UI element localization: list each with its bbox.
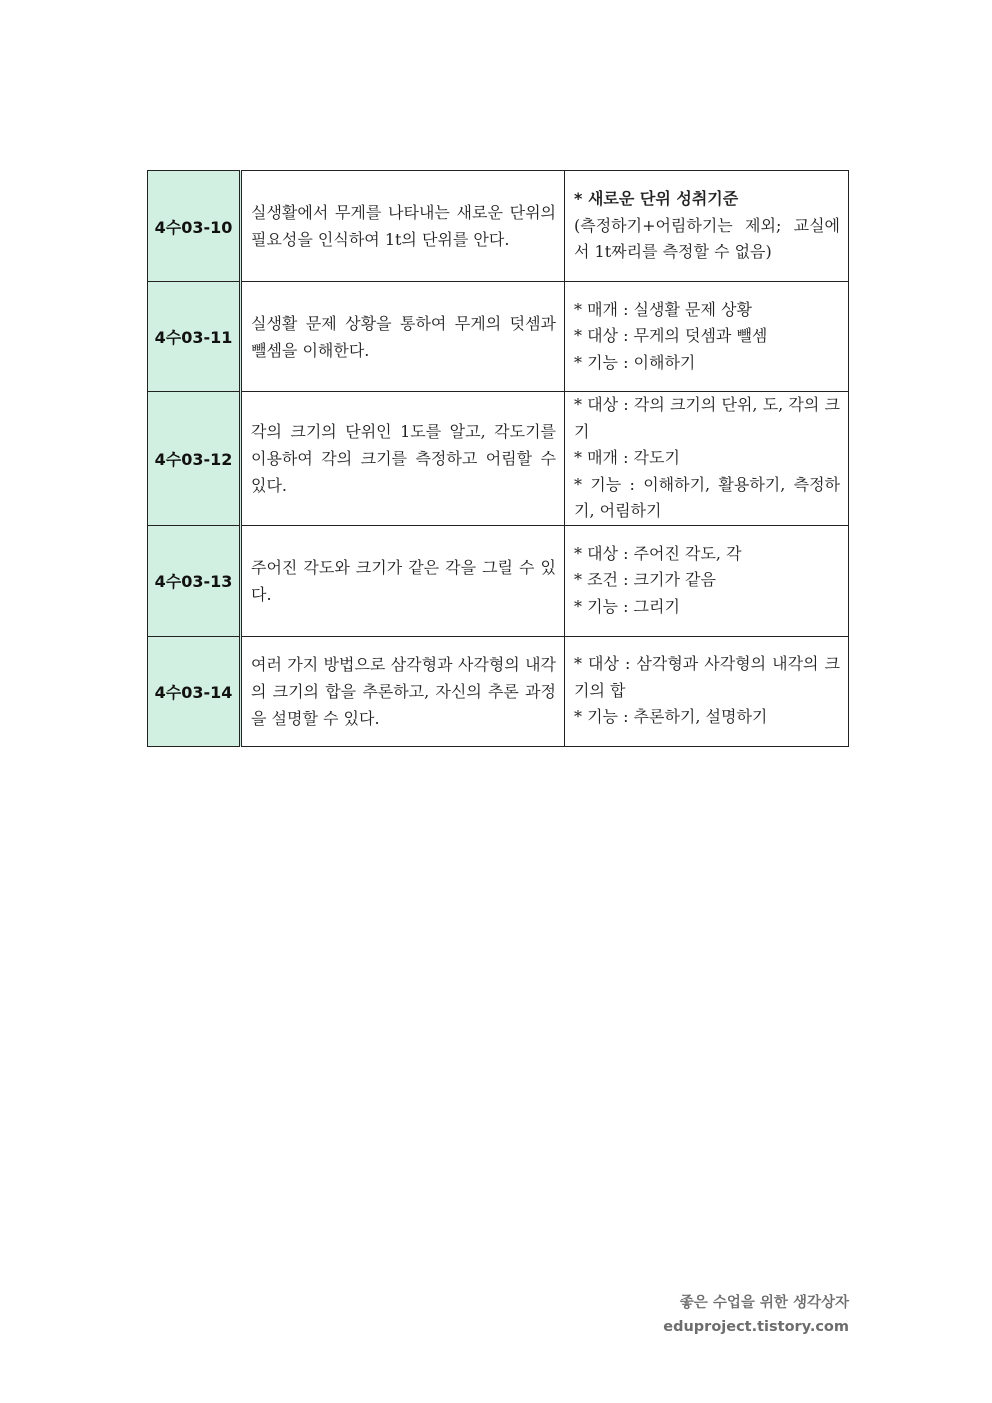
table-row [148, 636, 849, 746]
note-line: * 대상 : 무게의 덧셈과 뺄셈 [574, 326, 768, 346]
note-line: * 대상 : 각의 크기의 단위, 도, 각의 크기 [574, 395, 840, 441]
standard-notes [565, 525, 849, 636]
standard-notes [565, 392, 849, 526]
standard-description: 주어진 각도와 크기가 같은 각을 그릴 수 있다. [241, 525, 565, 636]
standard-notes [565, 636, 849, 746]
footer-url: eduproject.tistory.com [663, 1319, 849, 1335]
note-line: * 기능 : 그리기 [574, 596, 680, 616]
note-line: * 매개 : 각도기 [574, 448, 680, 467]
table-row [148, 392, 849, 526]
standard-code: 4수03-10 [148, 171, 241, 282]
note-line: * 새로운 단위 성취기준 [574, 189, 739, 209]
footer [663, 1291, 849, 1339]
table-row [148, 525, 849, 636]
standard-description: 실생활에서 무게를 나타내는 새로운 단위의 필요성을 인식하여 1t의 단위를 안다. [241, 171, 565, 282]
note-line: * 기능 : 이해하기 [574, 352, 696, 372]
standard-code: 4수03-11 [148, 282, 241, 392]
note-line: * 기능 : 추론하기, 설명하기 [574, 707, 768, 727]
table-row [148, 171, 849, 282]
note-line: (측정하기+어림하기는 제외; 교실에서 1t짜리를 측정할 수 없음) [574, 215, 840, 262]
note-line: * 대상 : 주어진 각도, 각 [574, 543, 742, 563]
note-line: * 조건 : 크기가 같음 [574, 570, 716, 590]
note-line: * 기능 : 이해하기, 활용하기, 측정하기, 어림하기 [574, 474, 840, 520]
achievement-standards-table [147, 170, 849, 747]
standard-description: 실생활 문제 상황을 통하여 무게의 덧셈과 뺄셈을 이해한다. [241, 282, 565, 392]
standard-description: 여러 가지 방법으로 삼각형과 사각형의 내각의 크기의 합을 추론하고, 자신의 추론 과정을 설명할 수 있다. [241, 636, 565, 746]
standard-code: 4수03-13 [148, 525, 241, 636]
standard-notes [565, 171, 849, 282]
footer-tagline: 좋은 수업을 위한 생각상자 [679, 1295, 849, 1311]
note-line: * 매개 : 실생활 문제 상황 [574, 299, 752, 319]
table-row [148, 282, 849, 392]
note-line: * 대상 : 삼각형과 사각형의 내각의 크기의 합 [574, 654, 840, 700]
standard-code: 4수03-14 [148, 636, 241, 746]
standard-description: 각의 크기의 단위인 1도를 알고, 각도기를 이용하여 각의 크기를 측정하고 어림할 수 있다. [241, 392, 565, 526]
standard-code: 4수03-12 [148, 392, 241, 526]
standard-notes [565, 282, 849, 392]
